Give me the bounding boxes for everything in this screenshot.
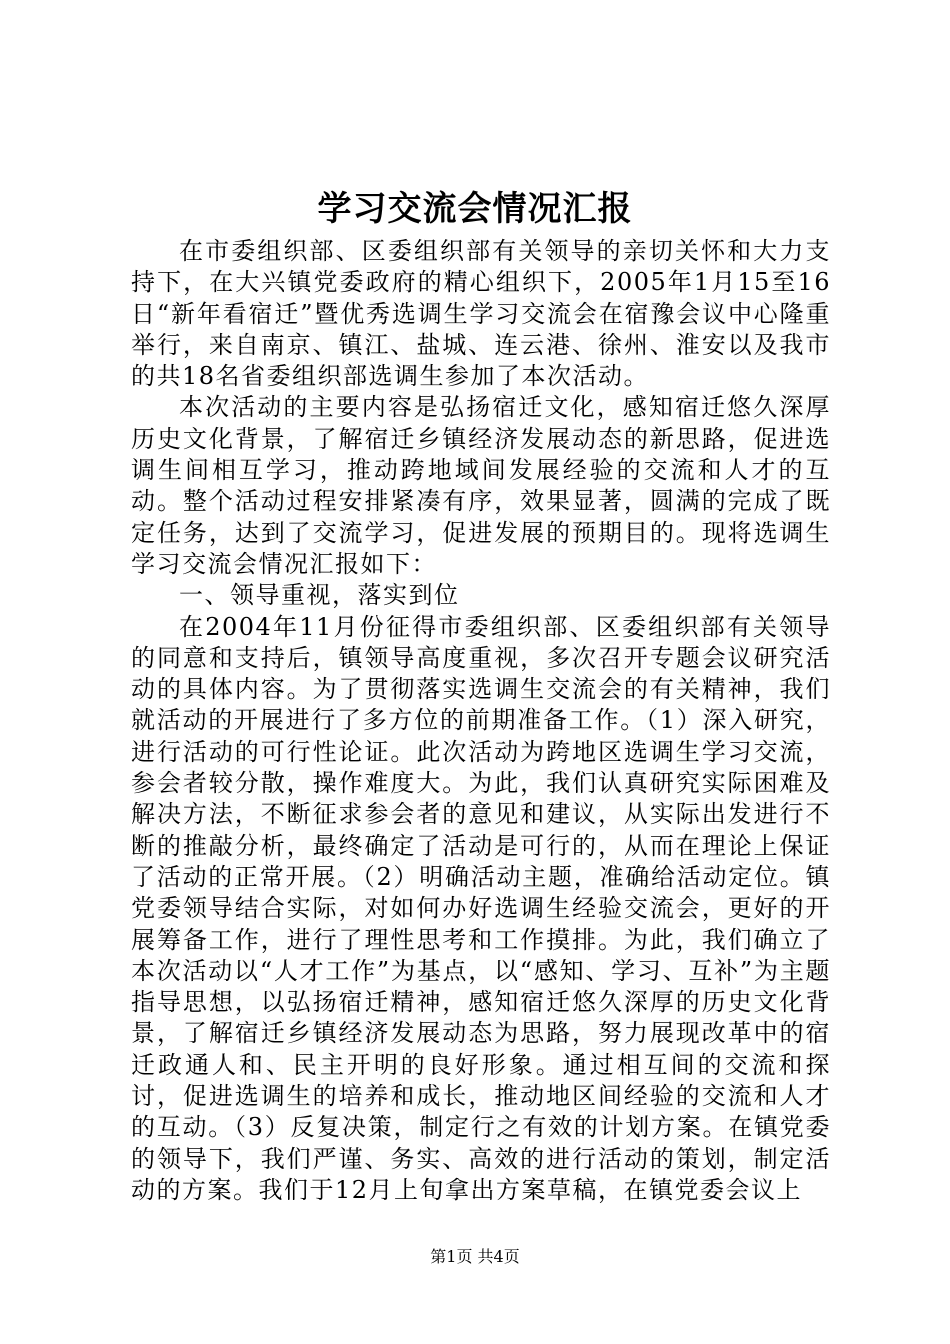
- paragraph-section-1: 在2004年11月份征得市委组织部、区委组织部有关领导的同意和支持后，镇领导高度重视，多次召开专题会议研究活动的具体内容。为了贯彻落实选调生交流会的有关精神，我们就活动的开展进行了多方位的前期准备工作。（1）深入研究，进行活动的可行性论证。此次活动为跨地区选调生学习交流，参会者较分散，操作难度大。为此，我们认真研究实际困难及解决方法，不断征求参会者的意见和建议，从实际出发进行不断的推敲分析，最终确定了活动是可行的，从而在理论上保证了活动的正常开展。（2）明确活动主题，准确给活动定位。镇党委领导结合实际，对如何办好选调生经验交流会，更好的开展筹备工作，进行了理性思考和工作摸排。为此，我们确立了本次活动以“人才工作”为基点，以“感知、学习、互补”为主题指导思想，以弘扬宿迁精神，感知宿迁悠久深厚的历史文化背景，了解宿迁乡镇经济发展动态为思路，努力展现改革中的宿迁政通人和、民主开明的良好形象。通过相互间的交流和探讨，促进选调生的培养和成长，推动地区间经验的交流和人才的互动。（3）反复决策，制定行之有效的计划方案。在镇党委的领导下，我们严谨、务实、高效的进行活动的策划，制定活动的方案。我们于12月上旬拿出方案草稿，在镇党委会议上: [131, 612, 831, 1204]
- paragraph-intro: 在市委组织部、区委组织部有关领导的亲切关怀和大力支持下，在大兴镇党委政府的精心组织下，2005年1月15至16日“新年看宿迁”暨优秀选调生学习交流会在宿豫会议中心隆重举行，来自南京、镇江、盐城、连云港、徐州、淮安以及我市的共18名省委组织部选调生参加了本次活动。: [131, 237, 831, 391]
- document-body: [131, 236, 831, 1206]
- section-heading-1: 一、领导重视，落实到位: [179, 581, 460, 610]
- document-title: 学习交流会情况汇报: [317, 189, 633, 229]
- page-number-footer: 第1页 共4页: [430, 1247, 520, 1266]
- paragraph-content-summary: 本次活动的主要内容是弘扬宿迁文化，感知宿迁悠久深厚历史文化背景，了解宿迁乡镇经济发展动态的新思路，促进选调生间相互学习，推动跨地域间发展经验的交流和人才的互动。整个活动过程安排紧凑有序，效果显著，圆满的完成了既定任务，达到了交流学习，促进发展的预期目的。现将选调生学习交流会情况汇报如下：: [131, 393, 831, 578]
